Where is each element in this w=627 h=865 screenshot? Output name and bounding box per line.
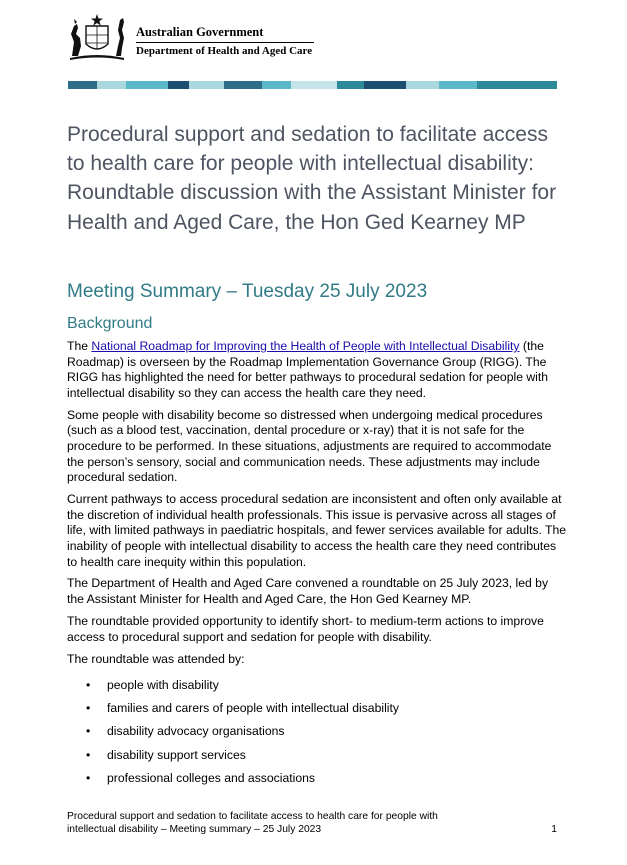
stripe-segment bbox=[364, 81, 406, 89]
attendees-list bbox=[67, 678, 567, 786]
stripe-segment bbox=[97, 81, 126, 89]
government-wordmark bbox=[136, 25, 314, 58]
list-item: • disability support services bbox=[67, 748, 567, 764]
wordmark-divider bbox=[136, 42, 314, 43]
stripe-segment bbox=[168, 81, 189, 89]
list-item: • disability advocacy organisations bbox=[67, 724, 567, 740]
page-number: 1 bbox=[551, 824, 557, 836]
paragraph-roundtable-convened: The Department of Health and Aged Care convened a roundtable on 25 July 2023, led by the Assistant Minister for Health and Aged Care, the Hon Ged Kearney MP. bbox=[67, 576, 549, 607]
stripe-segment bbox=[291, 81, 337, 89]
meeting-summary-subtitle: Meeting Summary – Tuesday 25 July 2023 bbox=[67, 281, 428, 302]
stripe-segment bbox=[477, 81, 557, 89]
department-name: Department of Health and Aged Care bbox=[136, 45, 313, 57]
document-title: Procedural support and sedation to facilitate access to health care for people with intellectual disability: Roundtable discussion with the Assistant Minister for Health and Aged Care, the Hon Ged Kearney MP bbox=[67, 123, 557, 234]
paragraph-roadmap bbox=[67, 339, 567, 401]
list-item: • professional colleges and associations bbox=[67, 771, 567, 787]
national-roadmap-link[interactable]: National Roadmap for Improving the Health of People with Intellectual Disability bbox=[91, 339, 520, 353]
footer-line-2: intellectual disability – Meeting summary – 25 July 2023 bbox=[67, 824, 322, 836]
background-heading: Background bbox=[67, 315, 153, 332]
stripe-segment bbox=[439, 81, 477, 89]
paragraph-attendees-intro: The roundtable was attended by: bbox=[67, 651, 245, 666]
document-body bbox=[67, 339, 567, 794]
page-footer bbox=[67, 810, 557, 837]
paragraph-roadmap-text: (the Roadmap) is overseen by the Roadmap Implementation Governance Group (RIGG). The RIGG has highlighted the need for better pathways to procedural sedation for people with intellectual disability so they can access the health care they need. bbox=[67, 339, 549, 400]
stripe-segment bbox=[189, 81, 224, 89]
stripe-segment bbox=[68, 81, 97, 89]
coat-of-arms-icon bbox=[66, 12, 128, 62]
government-name: Australian Government bbox=[136, 25, 264, 39]
stripe-segment bbox=[224, 81, 262, 89]
stripe-segment bbox=[126, 81, 168, 89]
footer-line-1: Procedural support and sedation to facilitate access to health care for people with bbox=[67, 811, 438, 822]
government-header bbox=[66, 12, 326, 64]
decorative-color-stripe bbox=[68, 81, 557, 89]
stripe-segment bbox=[406, 81, 439, 89]
paragraph-distress: Some people with disability become so distressed when undergoing medical procedures (such as a blood test, vaccination, dental procedure or x-ray) that it is not safe for the procedure to be performed. In these situations, adjustments are required to accommodate the person’s sensory, social and communication needs. These adjustments may include procedural sedation. bbox=[67, 407, 552, 485]
paragraph-prefix: The bbox=[67, 339, 92, 353]
list-item: • people with disability bbox=[67, 678, 567, 694]
paragraph-pathways: Current pathways to access procedural sedation are inconsistent and often only available at the discretion of individual health professionals. This issue is pervasive across all stages of life, with limited pathways in paediatric hospitals, and fewer services available for adults. The inability of people with intellectual disability to access the health care they need contributes to health care inequity within this population. bbox=[67, 492, 567, 569]
stripe-segment bbox=[337, 81, 364, 89]
stripe-segment bbox=[262, 81, 291, 89]
list-item: • families and carers of people with intellectual disability bbox=[67, 701, 567, 717]
paragraph-roundtable-purpose: The roundtable provided opportunity to identify short- to medium-term actions to improve access to procedural support and sedation for people with disability. bbox=[67, 614, 544, 644]
